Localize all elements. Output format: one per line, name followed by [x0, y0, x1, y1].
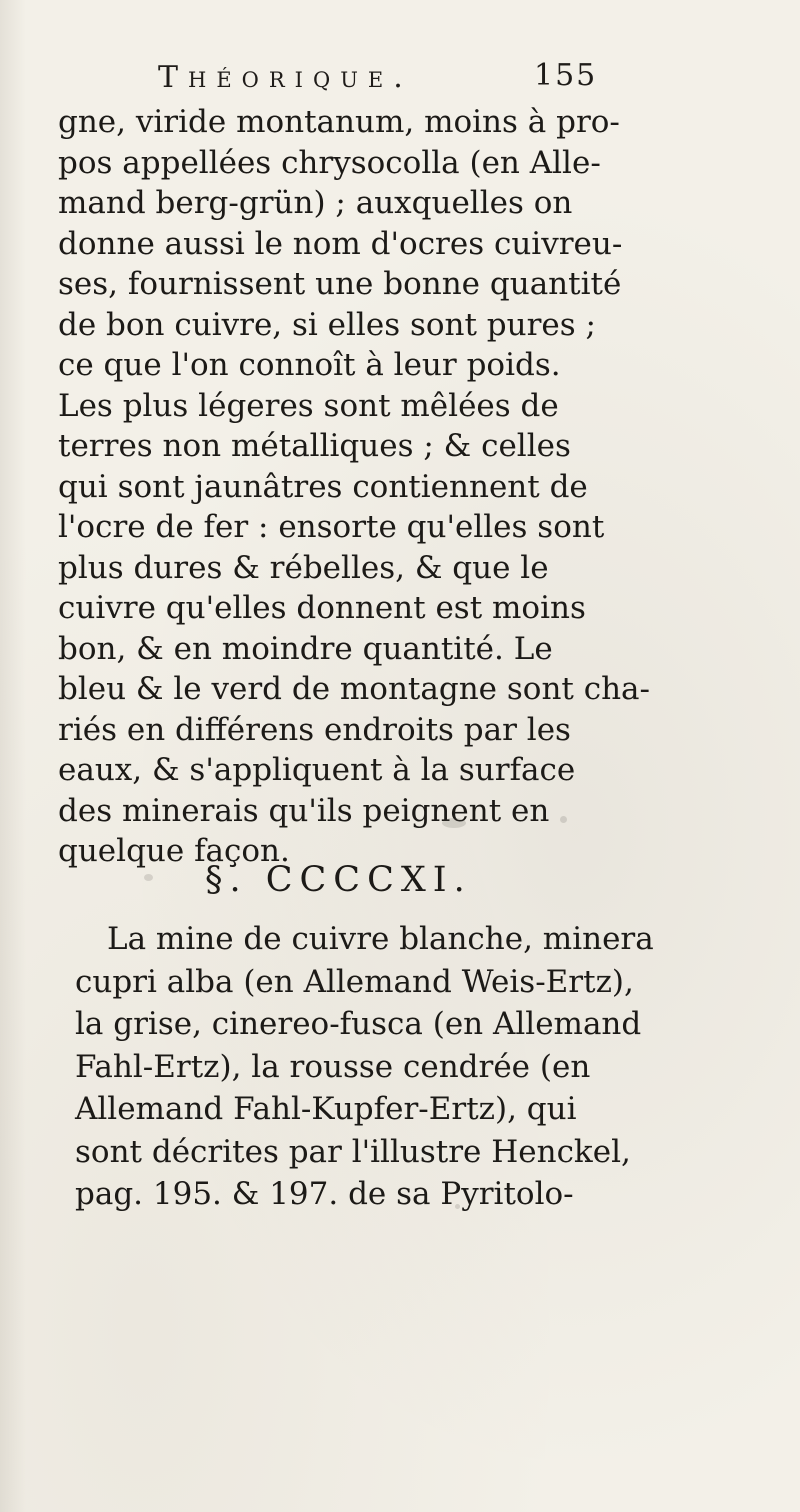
paper-spot: [144, 874, 153, 881]
text-line: bon, & en moindre quantité. Le: [58, 630, 553, 667]
text-line: Les plus légeres sont mêlées de: [58, 387, 559, 424]
text-line: gne, viride montanum, moins à pro-: [58, 104, 620, 140]
text-line: sont décrites par l'illustre Henckel,: [75, 1133, 631, 1170]
text-line: La mine de cuivre blanche, minera: [107, 921, 654, 957]
page-header: [158, 52, 608, 100]
paper-spot: [442, 818, 466, 828]
text-line: mand berg-grün) ; auxquelles on: [58, 185, 573, 221]
paper-spot: [455, 1204, 460, 1209]
paragraph-1: [58, 102, 651, 872]
text-line: Allemand Fahl-Kupfer-Ertz), qui: [75, 1091, 577, 1127]
paragraph-2: [75, 918, 654, 1216]
text-line: qui sont jaunâtres contiennent de: [58, 468, 588, 505]
text-line: pos appellées chrysocolla (en Alle-: [58, 144, 601, 181]
section-heading: §. CCCCXI.: [205, 860, 472, 900]
text-line: de bon cuivre, si elles sont pures ;: [58, 306, 596, 343]
text-line: la grise, cinereo-fusca (en Allemand: [75, 1006, 642, 1042]
text-line: pag. 195. & 197. de sa Pyritolo-: [75, 1176, 574, 1212]
text-line: plus dures & rébelles, & que le: [58, 549, 549, 586]
page-number: 155: [534, 58, 598, 93]
text-line: donne aussi le nom d'ocres cuivreu-: [58, 225, 623, 262]
blank-page-area: [0, 1240, 800, 1512]
text-line: riés en différens endroits par les: [58, 711, 571, 748]
text-line: cuivre qu'elles donnent est moins: [58, 590, 586, 626]
text-line: bleu & le verd de montagne sont cha-: [58, 671, 651, 707]
text-line: terres non métalliques ; & celles: [58, 428, 571, 464]
text-line: des minerais qu'ils peignent en: [58, 792, 550, 829]
text-line: quelque façon.: [58, 833, 290, 869]
text-line: Fahl-Ertz), la rousse cendrée (en: [75, 1048, 591, 1085]
text-line: l'ocre de fer : ensorte qu'elles sont: [58, 509, 605, 545]
text-line: ses, fournissent une bonne quantité: [58, 266, 622, 302]
text-line: eaux, & s'appliquent à la surface: [58, 752, 576, 788]
text-line: cupri alba (en Allemand Weis-Ertz),: [75, 963, 634, 1000]
text-line: ce que l'on connoît à leur poids.: [58, 347, 561, 383]
running-head: Théorique.: [158, 60, 413, 95]
paper-spot: [560, 816, 567, 823]
